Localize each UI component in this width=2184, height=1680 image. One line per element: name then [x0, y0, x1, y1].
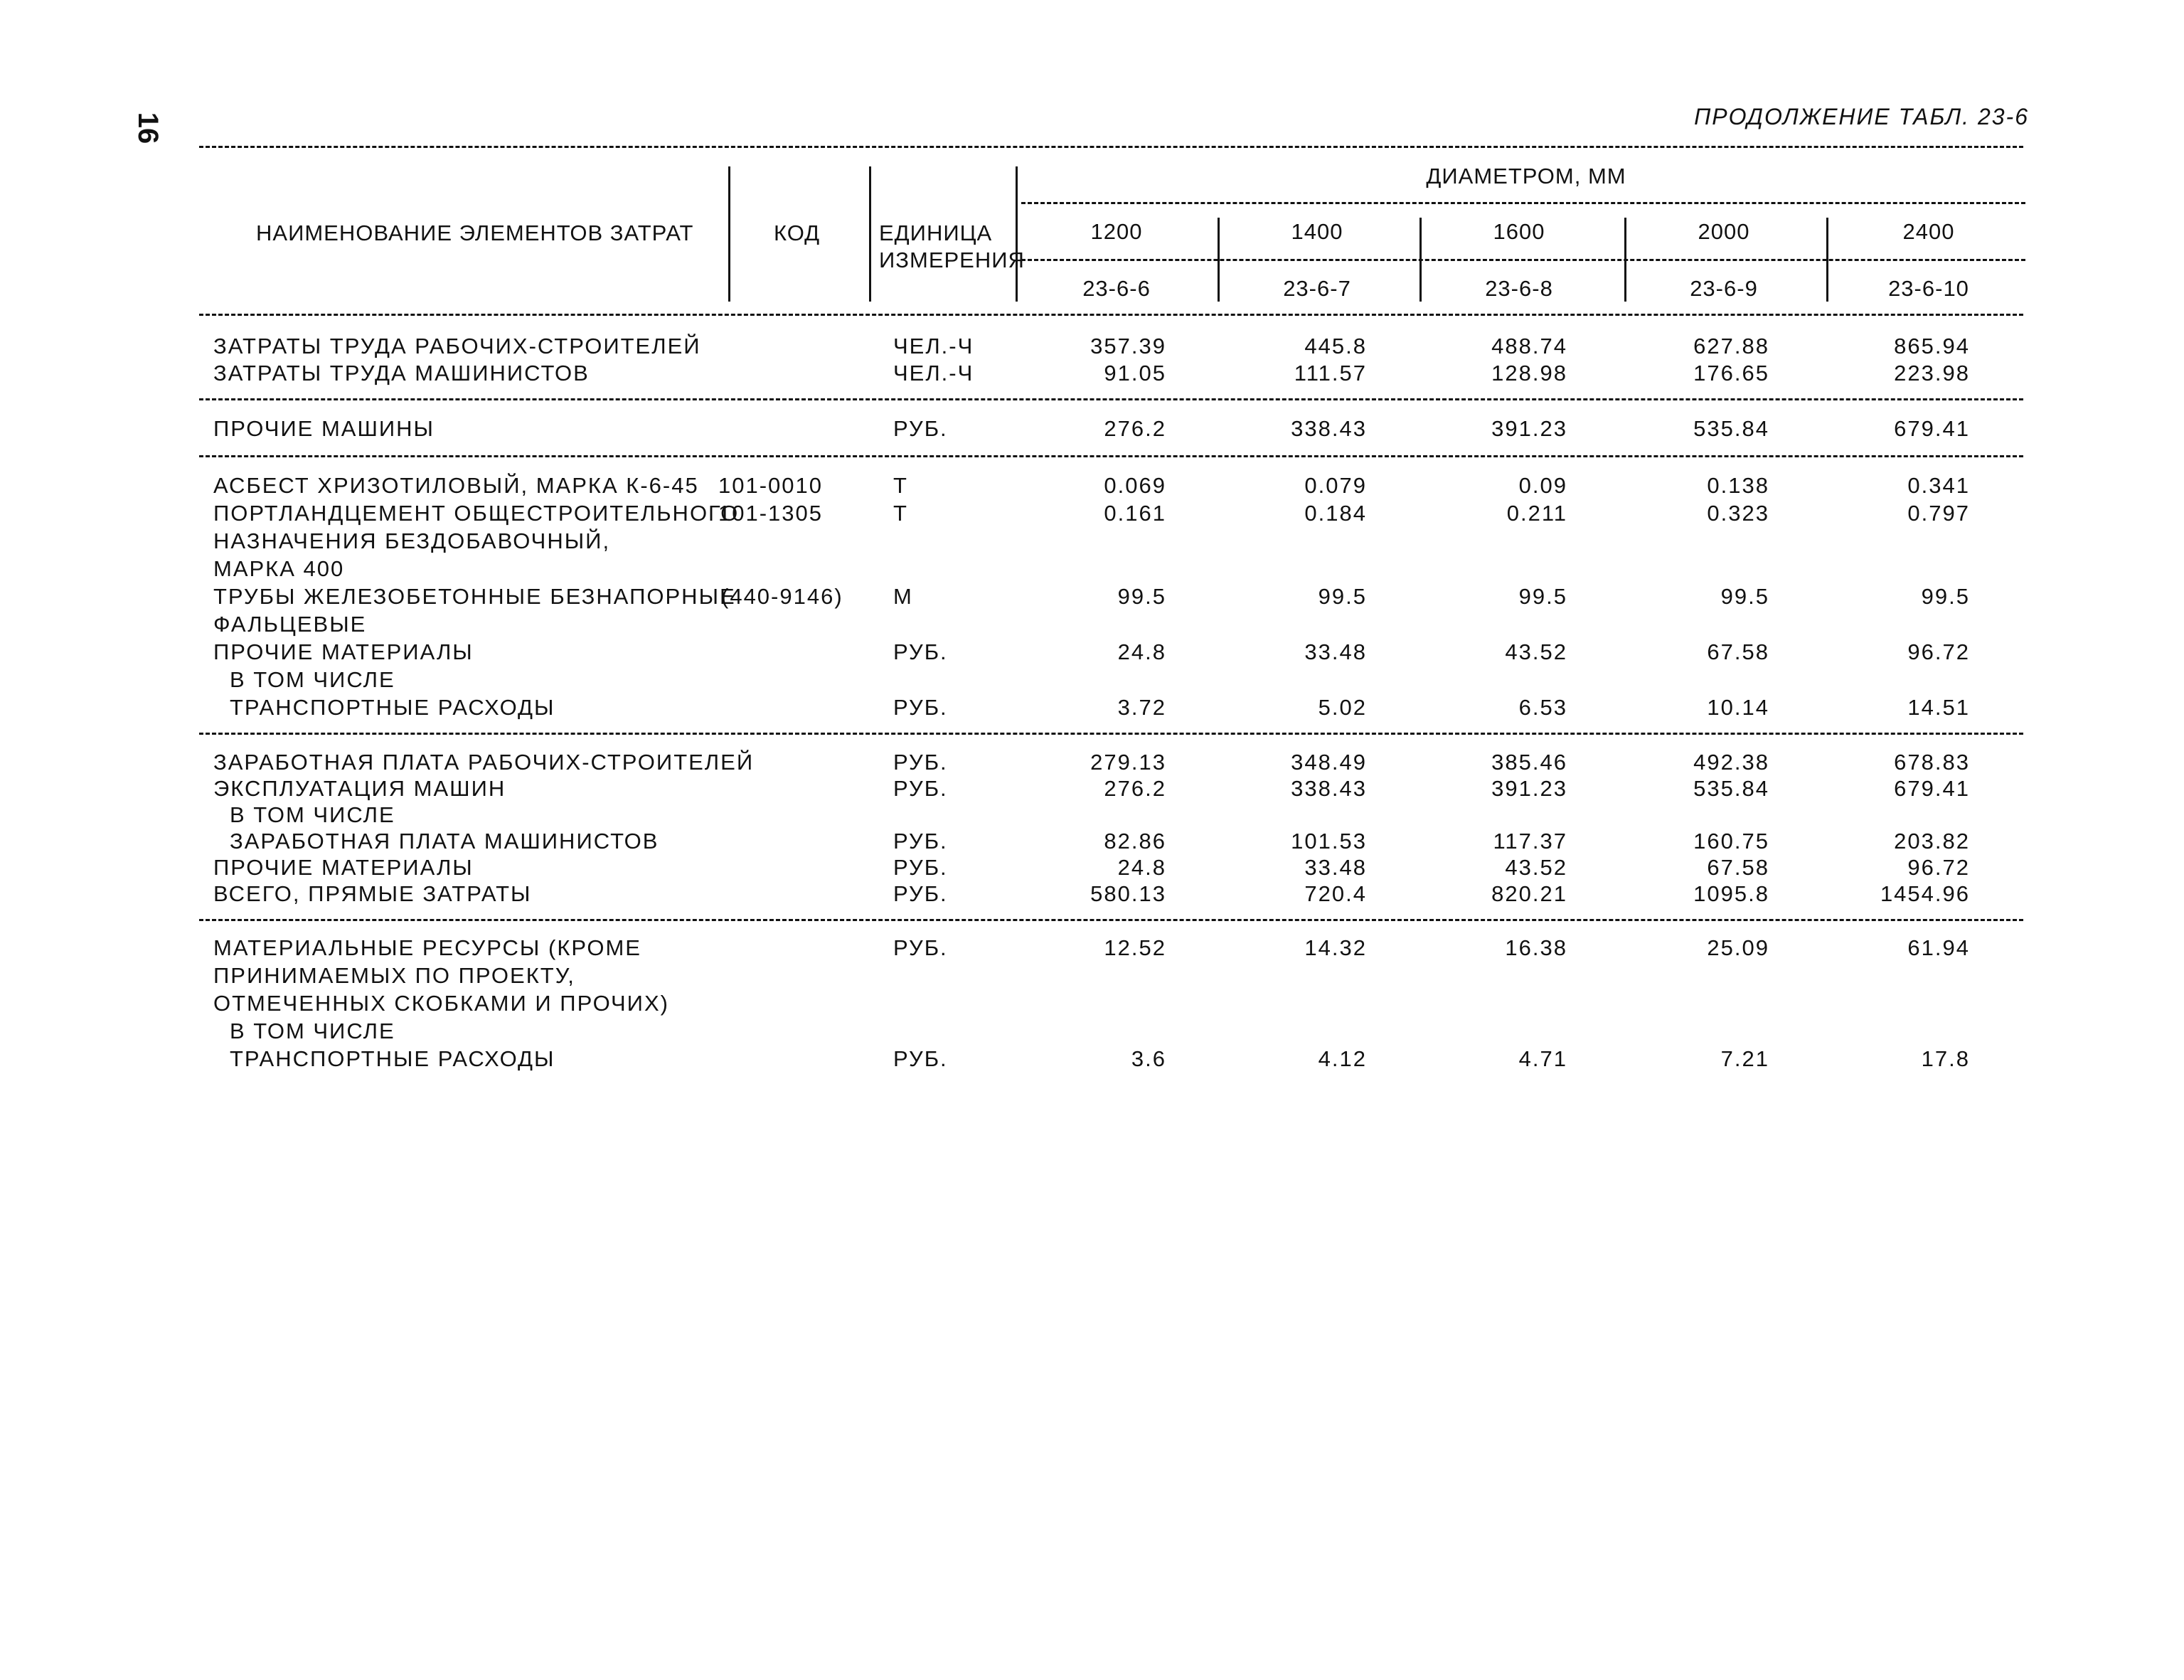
- table-row: ВСЕГО, ПРЯМЫЕ ЗАТРАТЫ РУБ. 580.13 720.4 820.21 1095.8 1454.96: [213, 881, 1970, 906]
- header-name-col: НАИМЕНОВАНИЕ ЭЛЕМЕНТОВ ЗАТРАТ: [256, 220, 694, 245]
- section-rule: [199, 398, 2023, 400]
- header-bottom-rule: [199, 314, 2023, 316]
- header-diameter-1400: 1400: [1291, 219, 1343, 244]
- table-row: ЭКСПЛУАТАЦИЯ МАШИН РУБ. 276.2 338.43 391.23 535.84 679.41: [213, 776, 1970, 801]
- table-row: ПРИНИМАЕМЫХ ПО ПРОЕКТУ,: [213, 963, 575, 988]
- table-row: ОТМЕЧЕННЫХ СКОБКАМИ И ПРОЧИХ): [213, 991, 669, 1016]
- table-continuation-title: ПРОДОЛЖЕНИЕ ТАБЛ. 23-6: [1694, 104, 2029, 129]
- header-divider-unit: [1016, 166, 1018, 302]
- section-rule: [199, 733, 2023, 735]
- table-row: В ТОМ ЧИСЛЕ: [230, 1019, 395, 1043]
- header-diameter-2000: 2000: [1698, 219, 1750, 244]
- section-rule: [199, 919, 2023, 921]
- section-rule: [199, 455, 2023, 457]
- table-row: ЗАТРАТЫ ТРУДА РАБОЧИХ-СТРОИТЕЛЕЙ ЧЕЛ.-Ч 357.39 445.8 488.74 627.88 865.94: [213, 334, 1970, 358]
- table-row: ПРОЧИЕ МАТЕРИАЛЫ РУБ. 24.8 33.48 43.52 67.58 96.72: [213, 639, 1970, 664]
- page-number: 16: [132, 112, 164, 144]
- table-row: ПРОЧИЕ МАТЕРИАЛЫ РУБ. 24.8 33.48 43.52 67.58 96.72: [213, 855, 1970, 880]
- table-row: В ТОМ ЧИСЛЕ: [230, 802, 395, 827]
- header-code-23-6-6: 23-6-6: [1082, 276, 1151, 301]
- table-row: ЗАТРАТЫ ТРУДА МАШИНИСТОВ ЧЕЛ.-Ч 91.05 111.57 128.98 176.65 223.98: [213, 361, 1970, 386]
- header-diameter-2400: 2400: [1902, 219, 1955, 244]
- header-group-rule: [1021, 202, 2025, 204]
- header-unit-col-line1: ЕДИНИЦА: [879, 220, 993, 245]
- header-code-col: КОД: [774, 220, 821, 245]
- header-code-23-6-8: 23-6-8: [1485, 276, 1553, 301]
- table-row: ТРУБЫ ЖЕЛЕЗОБЕТОННЫЕ БЕЗНАПОРНЫЕ (440-9146) М 99.5 99.5 99.5 99.5 99.5: [213, 584, 1970, 609]
- table-row: ФАЛЬЦЕВЫЕ: [213, 612, 367, 637]
- table-row: МАРКА 400: [213, 556, 345, 581]
- header-diameter-1600: 1600: [1493, 219, 1545, 244]
- header-diameter-group: ДИАМЕТРОМ, ММ: [1426, 164, 1626, 188]
- table-row: МАТЕРИАЛЬНЫЕ РЕСУРСЫ (КРОМЕ РУБ. 12.52 14.32 16.38 25.09 61.94: [213, 935, 1970, 960]
- header-mid-rule: [1021, 259, 2025, 261]
- table-row: ПОРТЛАНДЦЕМЕНТ ОБЩЕСТРОИТЕЛЬНОГО 101-1305 Т 0.161 0.184 0.211 0.323 0.797: [213, 501, 1970, 526]
- table-row: ЗАРАБОТНАЯ ПЛАТА МАШИНИСТОВ РУБ. 82.86 101.53 117.37 160.75 203.82: [230, 829, 1970, 854]
- table-row: ТРАНСПОРТНЫЕ РАСХОДЫ РУБ. 3.72 5.02 6.53 10.14 14.51: [230, 695, 1970, 720]
- header-code-23-6-10: 23-6-10: [1888, 276, 1969, 301]
- table-row: ТРАНСПОРТНЫЕ РАСХОДЫ РУБ. 3.6 4.12 4.71 7.21 17.8: [230, 1046, 1970, 1071]
- table-row: В ТОМ ЧИСЛЕ: [230, 667, 395, 692]
- table-row: ПРОЧИЕ МАШИНЫ РУБ. 276.2 338.43 391.23 535.84 679.41: [213, 416, 1970, 441]
- table-row: АСБЕСТ ХРИЗОТИЛОВЫЙ, МАРКА К-6-45 101-0010 Т 0.069 0.079 0.09 0.138 0.341: [213, 473, 1970, 498]
- top-rule: [199, 146, 2023, 148]
- header-code-23-6-9: 23-6-9: [1690, 276, 1758, 301]
- table-row: НАЗНАЧЕНИЯ БЕЗДОБАВОЧНЫЙ,: [213, 528, 611, 553]
- header-unit-col-line2: ИЗМЕРЕНИЯ: [879, 248, 1025, 272]
- header-code-23-6-7: 23-6-7: [1283, 276, 1351, 301]
- header-divider-name: [728, 166, 730, 302]
- header-divider-code: [869, 166, 871, 302]
- header-diameter-1200: 1200: [1090, 219, 1143, 244]
- table-row: ЗАРАБОТНАЯ ПЛАТА РАБОЧИХ-СТРОИТЕЛЕЙ РУБ. 279.13 348.49 385.46 492.38 678.83: [213, 750, 1970, 775]
